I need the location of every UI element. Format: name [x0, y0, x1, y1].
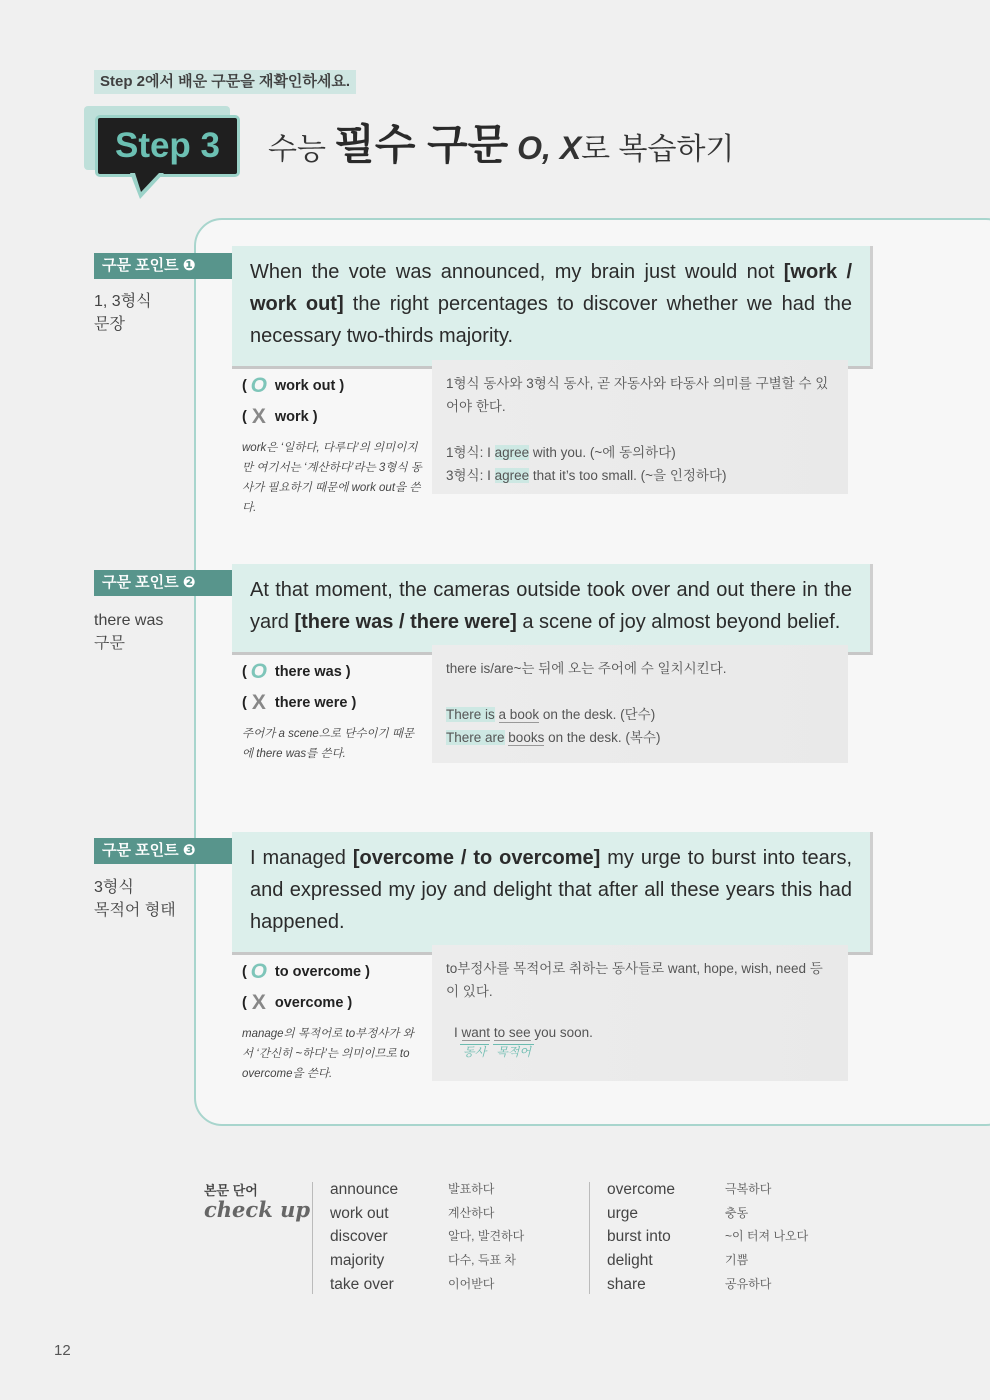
explain-text: to부정사를 목적어로 취하는 동사들로 want, hope, wish, need 등이 있다.: [446, 961, 823, 999]
ex-underline: want: [461, 1025, 491, 1040]
title-prefix: 수능: [268, 133, 335, 166]
sentence-box-2: [232, 564, 873, 655]
point-desc-1: 1, 3형식 문장: [94, 293, 152, 333]
sentence-3-a: I managed: [250, 847, 353, 869]
o-answer: work out: [274, 377, 336, 394]
vocab-meanings-left: [448, 1178, 524, 1296]
example-line: [454, 1021, 834, 1044]
vocab-word: share: [607, 1275, 646, 1293]
o-answer-row: ( O there was ): [242, 659, 351, 683]
vocab-meaning: 알다, 발견하다: [448, 1229, 525, 1244]
vocab-title-en: check up: [204, 1197, 311, 1222]
answer-note: manage의 목적어로 to부정사가 와서 ‘간신히 ~하다’는 의미이므로 to overcome을 쓴다.: [242, 1028, 414, 1080]
vocab-word: take over: [330, 1275, 394, 1293]
vocab-meaning: 충동: [725, 1205, 749, 1220]
answer-note: 주어가 a scene으로 단수이기 때문에 there was를 쓴다.: [242, 728, 415, 760]
o-mark-icon: O: [250, 373, 268, 397]
vocab-meaning: 다수, 득표 차: [448, 1253, 516, 1268]
step-label: Step 3: [95, 115, 240, 177]
vocab-word: majority: [330, 1252, 385, 1270]
explain-text: there is/are~는 뒤에 오는 주어에 수 일치시킨다.: [446, 661, 727, 676]
vocab-words-right: [607, 1178, 675, 1296]
vocab-word: discover: [330, 1228, 388, 1246]
answer-col-1: [242, 370, 422, 518]
x-answer: there were: [274, 694, 348, 711]
ex-text: I: [454, 1025, 462, 1040]
title-suffix: 로 복습하기: [581, 133, 735, 166]
point-desc-3: 3형식 목적어 형태: [94, 879, 176, 919]
x-mark-icon: X: [251, 404, 266, 428]
example-line: [446, 726, 834, 749]
point-desc-2: there was 구문: [94, 612, 164, 652]
vocab-meaning: 발표하다: [448, 1182, 495, 1196]
title-ox: O, X: [508, 130, 582, 166]
vocab-word: burst into: [607, 1228, 671, 1246]
x-answer: overcome: [274, 994, 344, 1011]
point-tag-1: 구문 포인트 ❶: [94, 253, 232, 279]
ex-text: [495, 707, 499, 722]
vocab-meaning: 기쁨: [725, 1253, 749, 1268]
ex-highlight: agree: [494, 445, 530, 460]
point-tag-2: 구문 포인트 ❷: [94, 570, 232, 596]
vocab-meaning: 이어받다: [448, 1276, 495, 1291]
step-instruction-banner: Step 2에서 배운 구문을 재확인하세요.: [94, 70, 356, 94]
explain-box-2: [432, 645, 848, 763]
ex-text: on the desk. (복수): [544, 730, 661, 745]
ex-underline: books: [508, 730, 545, 745]
title-main: 필수 구문: [334, 121, 509, 168]
ex-underline: to see: [493, 1025, 531, 1040]
object-tag: 목적어: [493, 1044, 534, 1059]
page-title: [268, 112, 734, 172]
x-answer: work: [274, 408, 309, 425]
sentence-2-c: a scene of joy almost beyond belief.: [516, 611, 841, 633]
example-line: [446, 464, 834, 487]
answer-note: work은 ‘일하다, 다루다’의 의미이지만 여기서는 ‘계산하다’라는 3형식 동사가 필요하기 때문에 work out을 쓴다.: [242, 442, 422, 514]
sentence-1-c: the right percentages to discover whether we had the necessary two-thirds majority.: [250, 293, 852, 347]
explain-text: 1형식 동사와 3형식 동사, 곧 자동사와 타동사 의미를 구별할 수 있어야 한다.: [446, 376, 829, 414]
answer-col-2: [242, 656, 422, 764]
vocab-meanings-right: [725, 1178, 808, 1296]
grammar-tags: [460, 1044, 834, 1059]
vocab-meaning: 극복하다: [725, 1182, 772, 1196]
sentence-3-choice: [overcome / to overcome]: [352, 847, 601, 869]
o-answer-row: ( O to overcome ): [242, 959, 370, 983]
ex-text: 1형식: I: [446, 445, 495, 460]
ex-text: you soon.: [530, 1025, 593, 1040]
page-number: 12: [54, 1342, 71, 1359]
x-mark-icon: X: [251, 690, 266, 714]
explain-box-1: [432, 360, 848, 494]
ex-highlight: There are: [446, 730, 505, 745]
ex-text: with you. (~에 동의하다): [529, 445, 676, 460]
sentence-3-c: my urge to burst into tears, and expressed my joy and delight that after all these years this had happened.: [250, 847, 852, 933]
vocab-meaning: 계산하다: [448, 1205, 495, 1220]
vocab-words-left: [330, 1178, 398, 1296]
vocab-title: [204, 1180, 310, 1222]
sentence-box-3: [232, 832, 873, 955]
sentence-box-1: [232, 246, 873, 369]
vocab-divider: [589, 1182, 590, 1294]
ex-text: that it’s too small. (~을 인정하다): [529, 468, 727, 483]
vocab-title-ko: 본문 단어: [204, 1183, 258, 1198]
answer-col-3: [242, 956, 422, 1084]
ex-text: on the desk. (단수): [539, 707, 656, 722]
vocab-word: work out: [330, 1204, 389, 1222]
o-mark-icon: O: [250, 659, 268, 683]
sentence-2-choice: [there was / there were]: [294, 611, 517, 633]
vocab-divider: [312, 1182, 313, 1294]
ex-highlight: agree: [494, 468, 530, 483]
o-mark-icon: O: [250, 959, 268, 983]
vocab-word: urge: [607, 1204, 639, 1222]
vocab-meaning: 공유하다: [725, 1276, 772, 1291]
sentence-1-a: When the vote was announced, my brain just would not: [250, 261, 784, 283]
vocab-meaning: ~이 터져 나오다: [725, 1229, 809, 1244]
example-line: [446, 441, 834, 464]
vocab-word: announce: [330, 1181, 399, 1198]
sentence-2-a: At that moment, the cameras outside took over and out there in the yard: [250, 579, 852, 633]
sentence-1-choice: [work / work out]: [250, 261, 853, 315]
x-answer-row: ( X work ): [242, 404, 318, 428]
example-line: [446, 703, 834, 726]
verb-tag: 동사: [460, 1044, 489, 1059]
o-answer: there was: [274, 663, 342, 680]
x-answer-row: ( X overcome ): [242, 990, 353, 1014]
explain-box-3: [432, 945, 848, 1081]
x-mark-icon: X: [251, 990, 266, 1014]
x-answer-row: ( X there were ): [242, 690, 357, 714]
vocab-word: overcome: [607, 1181, 676, 1198]
ex-text: 3형식: I: [446, 468, 495, 483]
ex-highlight: There is: [446, 707, 495, 722]
o-answer: to overcome: [274, 963, 362, 980]
point-tag-3: 구문 포인트 ❸: [94, 838, 232, 864]
speech-tail-inner: [135, 173, 159, 192]
ex-underline: a book: [498, 707, 540, 722]
vocab-word: delight: [607, 1252, 653, 1270]
o-answer-row: ( O work out ): [242, 373, 345, 397]
